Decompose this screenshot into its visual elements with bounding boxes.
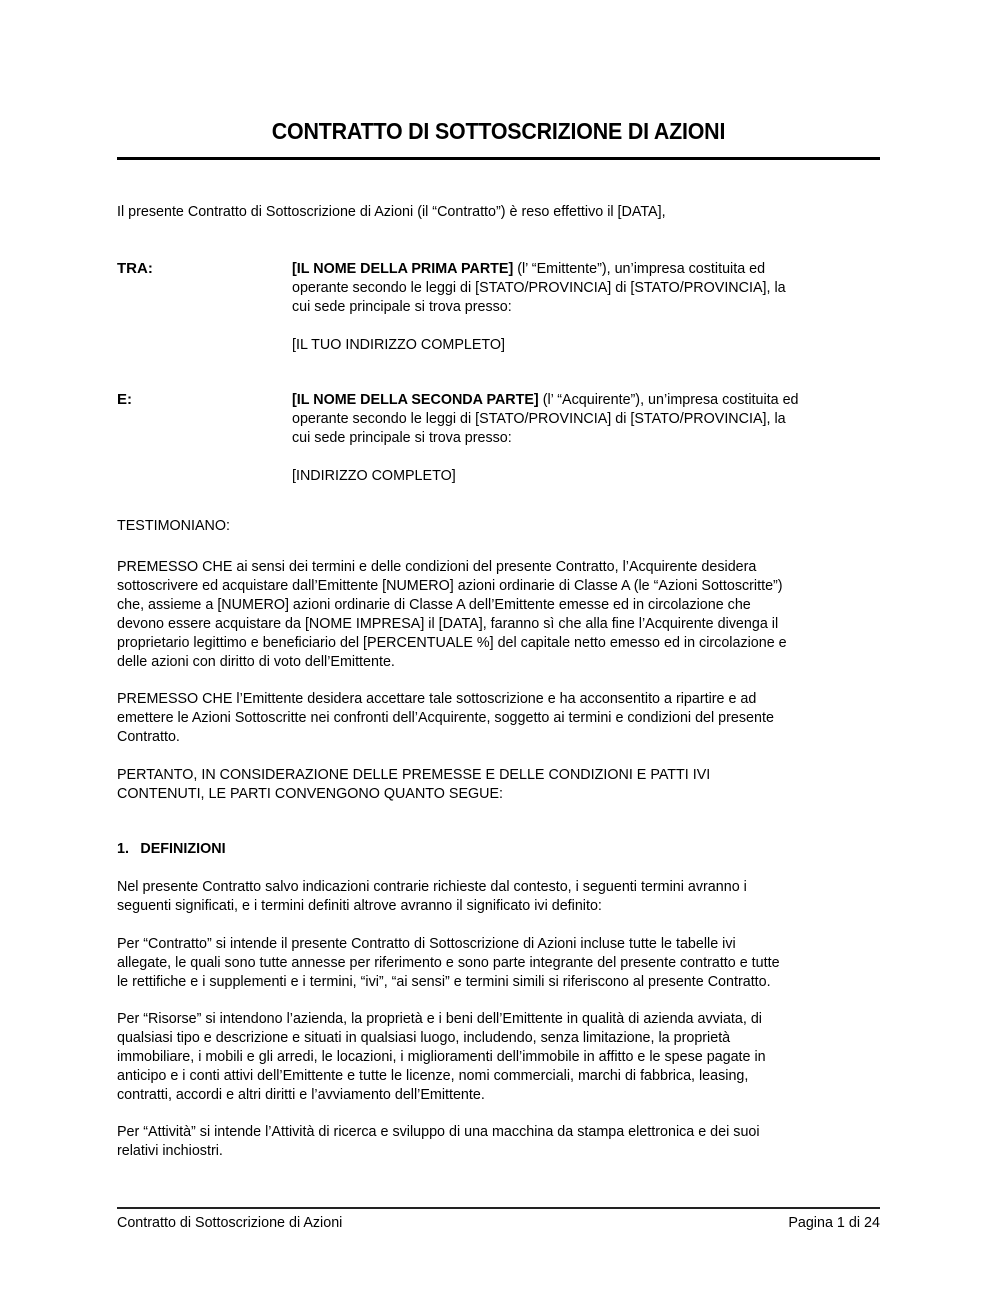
footer-page-number: Pagina 1 di 24 [788,1214,880,1231]
document-title: CONTRATTO DI SOTTOSCRIZIONE DI AZIONI [271,118,726,144]
party-first-line3: cui sede principale si trova presso: [292,298,512,315]
party-second-line2: operante secondo le leggi di [STATO/PROVINCIA] di [STATO/PROVINCIA], la [292,410,786,427]
party-first-line2: operante secondo le leggi di [STATO/PROVINCIA] di [STATO/PROVINCIA], la [292,279,786,296]
party-first-address: [IL TUO INDIRIZZO COMPLETO] [292,336,506,353]
footer-divider [117,1207,880,1209]
recital-1: PREMESSO CHE ai sensi dei termini e delle condizioni del presente Contratto, l’Acquirente desidera sottoscrivere ed acquistare dall’Emittente [NUMERO] azioni ordinarie di Classe A (le “Azioni Sottoscritte”) che, assieme a [NUMERO] azioni ordinarie di Classe A dell’Emittente emesse ed in circolazione che devono essere acquistare da [NOME IMPRESA] il [DATA], faranno sì che alla fine l’Acquirente divenga il proprietario legittimo e beneficiario del [PERCENTUALE %] del capitale netto emesso ed in circolazione e delle azioni con diritto di voto dell’Emittente. [117,558,787,670]
party-block-first [292,259,882,354]
party-first-line1: [IL NOME DELLA PRIMA PARTE] (l’ “Emittente”), un’impresa costituita ed [292,260,766,277]
party-first-name: [IL NOME DELLA PRIMA PARTE] [292,260,514,277]
witness-label: TESTIMONIANO: [117,517,231,534]
party-second-line3: cui sede principale si trova presso: [292,429,512,446]
party-second-line1: [IL NOME DELLA SECONDA PARTE] (l’ “Acquirente”), un’impresa costituita ed [292,391,799,408]
definition-contratto: Per “Contratto” si intende il presente Contratto di Sottoscrizione di Azioni incluse tutte le tabelle ivi allegate, le quali sono tutte annesse per riferimento e sono parte integrante del presente contratto e tutte le rettifiche e i supplementi e i termini, “ivi”, “ai sensi” e termini simili si riferiscono al presente Contratto. [117,935,780,990]
intro-paragraph: Il presente Contratto di Sottoscrizione di Azioni (il “Contratto”) è reso effettivo il [DATA], [117,203,666,220]
title-divider [117,157,880,160]
section-1-intro: Nel presente Contratto salvo indicazioni contrarie richieste dal contesto, i seguenti termini avranno i seguenti significati, e i termini definiti altrove avranno il significato ivi definito: [117,878,747,914]
party-second-address: [INDIRIZZO COMPLETO] [292,467,456,484]
party-block-second [292,390,882,485]
party-label-e: E: [117,391,132,408]
therefore-clause: PERTANTO, IN CONSIDERAZIONE DELLE PREMESSE E DELLE CONDIZIONI E PATTI IVI CONTENUTI, LE PARTI CONVENGONO QUANTO SEGUE: [117,766,711,802]
party-second-name: [IL NOME DELLA SECONDA PARTE] [292,391,539,408]
footer-document-title: Contratto di Sottoscrizione di Azioni [117,1214,343,1231]
party-label-tra: TRA: [117,260,153,277]
section-1-heading [117,839,226,858]
definition-risorse: Per “Risorse” si intendono l’azienda, la proprietà e i beni dell’Emittente in qualità di azienda avviata, di qualsiasi tipo e descrizione e situati in qualsiasi luogo, includendo, senza limitazione, la proprietà immobiliare, i mobili e gli arredi, le locazioni, i miglioramenti dell’immobile in affitto e le spese pagate in anticipo e i conti attivi dell’Emittente e tutte le licenze, nomi commerciali, marchi di fabbrica, leasing, contratti, accordi e altri diritti e l’avviamento dell’Emittente. [117,1010,766,1103]
section-number: 1. [117,840,129,857]
recital-2: PREMESSO CHE l’Emittente desidera accettare tale sottoscrizione e ha acconsentito a ripartire e ad emettere le Azioni Sottoscritte nei confronti dell’Acquirente, soggetto ai termini e condizioni del presente Contratto. [117,690,774,745]
definition-attivita: Per “Attività” si intende l’Attività di ricerca e sviluppo di una macchina da stampa elettronica e dei suoi relativi inchiostri. [117,1123,760,1159]
section-title: DEFINIZIONI [140,840,226,857]
